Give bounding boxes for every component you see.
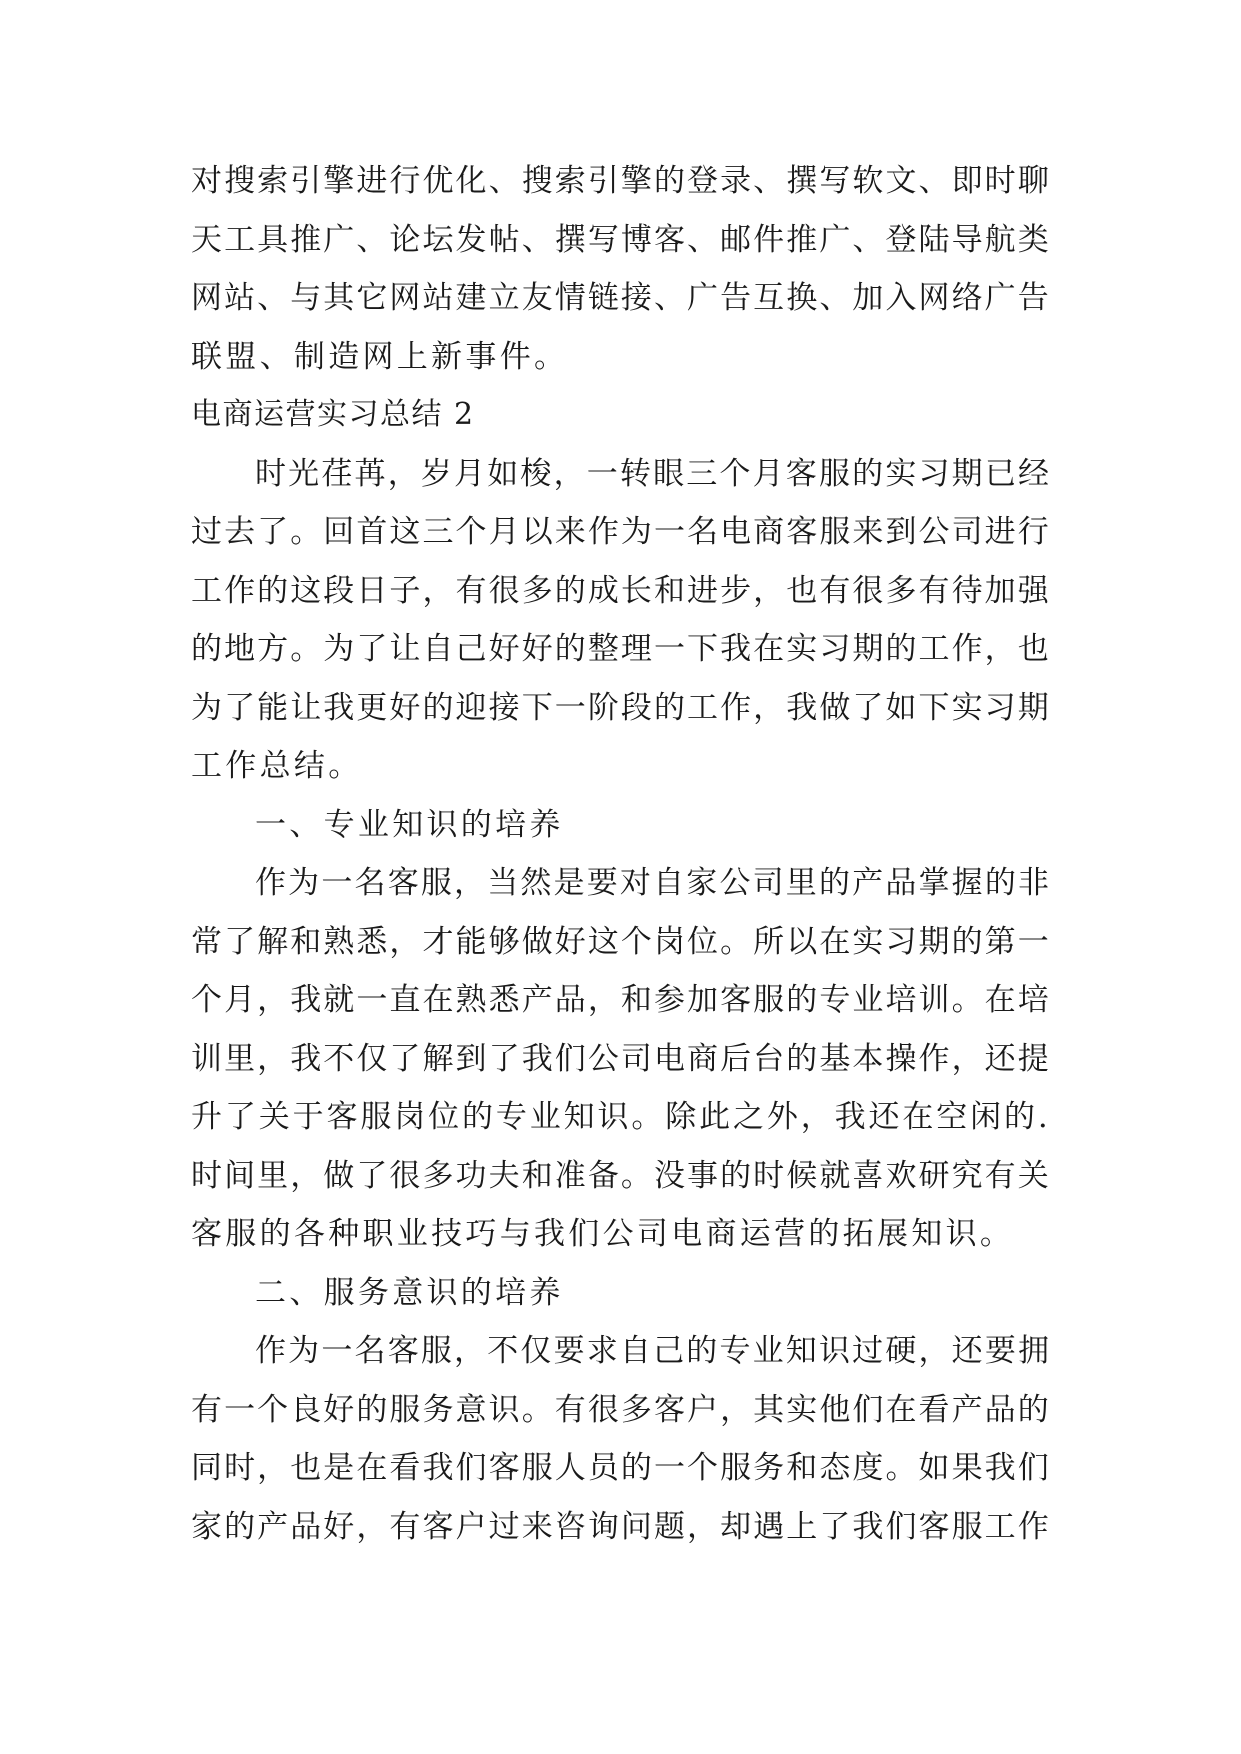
text-line: 天工具推广、论坛发帖、撰写博客、邮件推广、登陆导航类 [191,221,1051,258]
text-line: 训里，我不仅了解到了我们公司电商后台的基本操作，还提 [191,1040,1051,1077]
text-line: 常了解和熟悉，才能够做好这个岗位。所以在实习期的第一 [191,923,1051,960]
text-line: 时间里，做了很多功夫和准备。没事的时候就喜欢研究有关 [191,1157,1051,1194]
text-line: 有一个良好的服务意识。有很多客户，其实他们在看产品的 [191,1391,1051,1428]
text-line: 二、服务意识的培养 [255,1274,564,1311]
text-line: 家的产品好，有客户过来咨询问题，却遇上了我们客服工作 [191,1508,1051,1545]
text-line: 工作的这段日子，有很多的成长和进步，也有很多有待加强 [191,572,1051,609]
text-line: 的地方。为了让自己好好的整理一下我在实习期的工作，也 [191,631,1051,667]
text-line: 时光荏苒，岁月如梭，一转眼三个月客服的实习期已经 [255,455,1052,492]
text-line: 个月，我就一直在熟悉产品，和参加客服的专业培训。在培 [191,982,1051,1018]
text-line: 为了能让我更好的迎接下一阶段的工作，我做了如下实习期 [191,689,1051,726]
document-body [191,152,1051,1556]
text-line: 作为一名客服，当然是要对自家公司里的产品掌握的非 [255,865,1052,901]
text-line: 网站、与其它网站建立友情链接、广告互换、加入网络广告 [191,280,1051,316]
text-line: 升了关于客服岗位的专业知识。除此之外，我还在空闲的. [191,1099,1051,1135]
text-line: 客服的各种职业技巧与我们公司电商运营的拓展知识。 [191,1216,1015,1252]
text-line: 联盟、制造网上新事件。 [191,338,569,375]
text-line: 过去了。回首这三个月以来作为一名电商客服来到公司进行 [191,514,1051,550]
text-line: 一、专业知识的培养 [255,806,564,843]
text-line: 同时，也是在看我们客服人员的一个服务和态度。如果我们 [191,1450,1051,1486]
text-line: 对搜索引擎进行优化、搜索引擎的登录、撰写软文、即时聊 [191,163,1051,199]
text-line: 工作总结。 [191,748,363,784]
text-line: 作为一名客服，不仅要求自己的专业知识过硬，还要拥 [255,1333,1052,1369]
section-heading: 电商运营实习总结 2 [191,397,475,432]
